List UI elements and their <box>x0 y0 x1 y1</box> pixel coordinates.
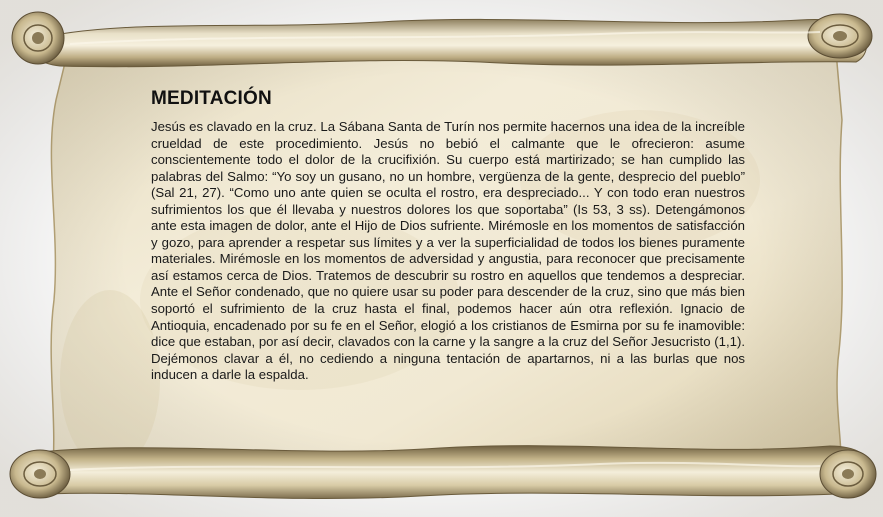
meditation-body: Jesús es clavado en la cruz. La Sábana Santa de Turín nos permite hacernos una idea de la increíble crueldad de este procedimiento. Jesús no bebió el calmante que le ofrecieron: asume conscientemente todo el dolor de la crucifixión. Su cuerpo está martirizado; se han cumplido las palabras del Salmo: “Yo soy un gusano, no un hombre, vergüenza de la gente, desprecio del pueblo” (Sal 21, 27). “Como uno ante quien se oculta el rostro, era despreciado... Y con todo eran nuestros sufrimientos los que él llevaba y nuestros dolores los que soportaba” (Is 53, 3 ss). Detengámonos ante esta imagen de dolor, ante el Hijo de Dios sufriente. Mirémosle en los momentos de satisfacción y gozo, para aprender a respetar sus límites y a ver la superficialidad de todos los bienes puramente materiales. Mirémosle en los momentos de adversidad y angustia, para reconocer que precisamente así estamos cerca de Dios. Tratemos de descubrir su rostro en aquellos que tendemos a despreciar. Ante el Señor condenado, que no quiere usar su poder para descender de la cruz, sino que más bien soportó el sufrimiento de la cruz hasta el final, podemos hacer aún otra reflexión. Ignacio de Antioquia, encadenado por su fe en el Señor, elogió a los cristianos de Esmirna por su fe inamovible: dice que estaban, por así decir, clavados con la carne y la sangre a la cruz del Señor Jesucristo (1,1). Dejémonos clavar a él, no cediendo a ninguna tentación de apartarnos, ni a las burlas que nos inducen a darle la espalda. <box>151 119 745 383</box>
page-title: MEDITACIÓN <box>151 88 272 109</box>
meditation-text-block <box>151 88 745 384</box>
top-roll <box>29 19 866 66</box>
bottom-roll <box>22 446 872 499</box>
